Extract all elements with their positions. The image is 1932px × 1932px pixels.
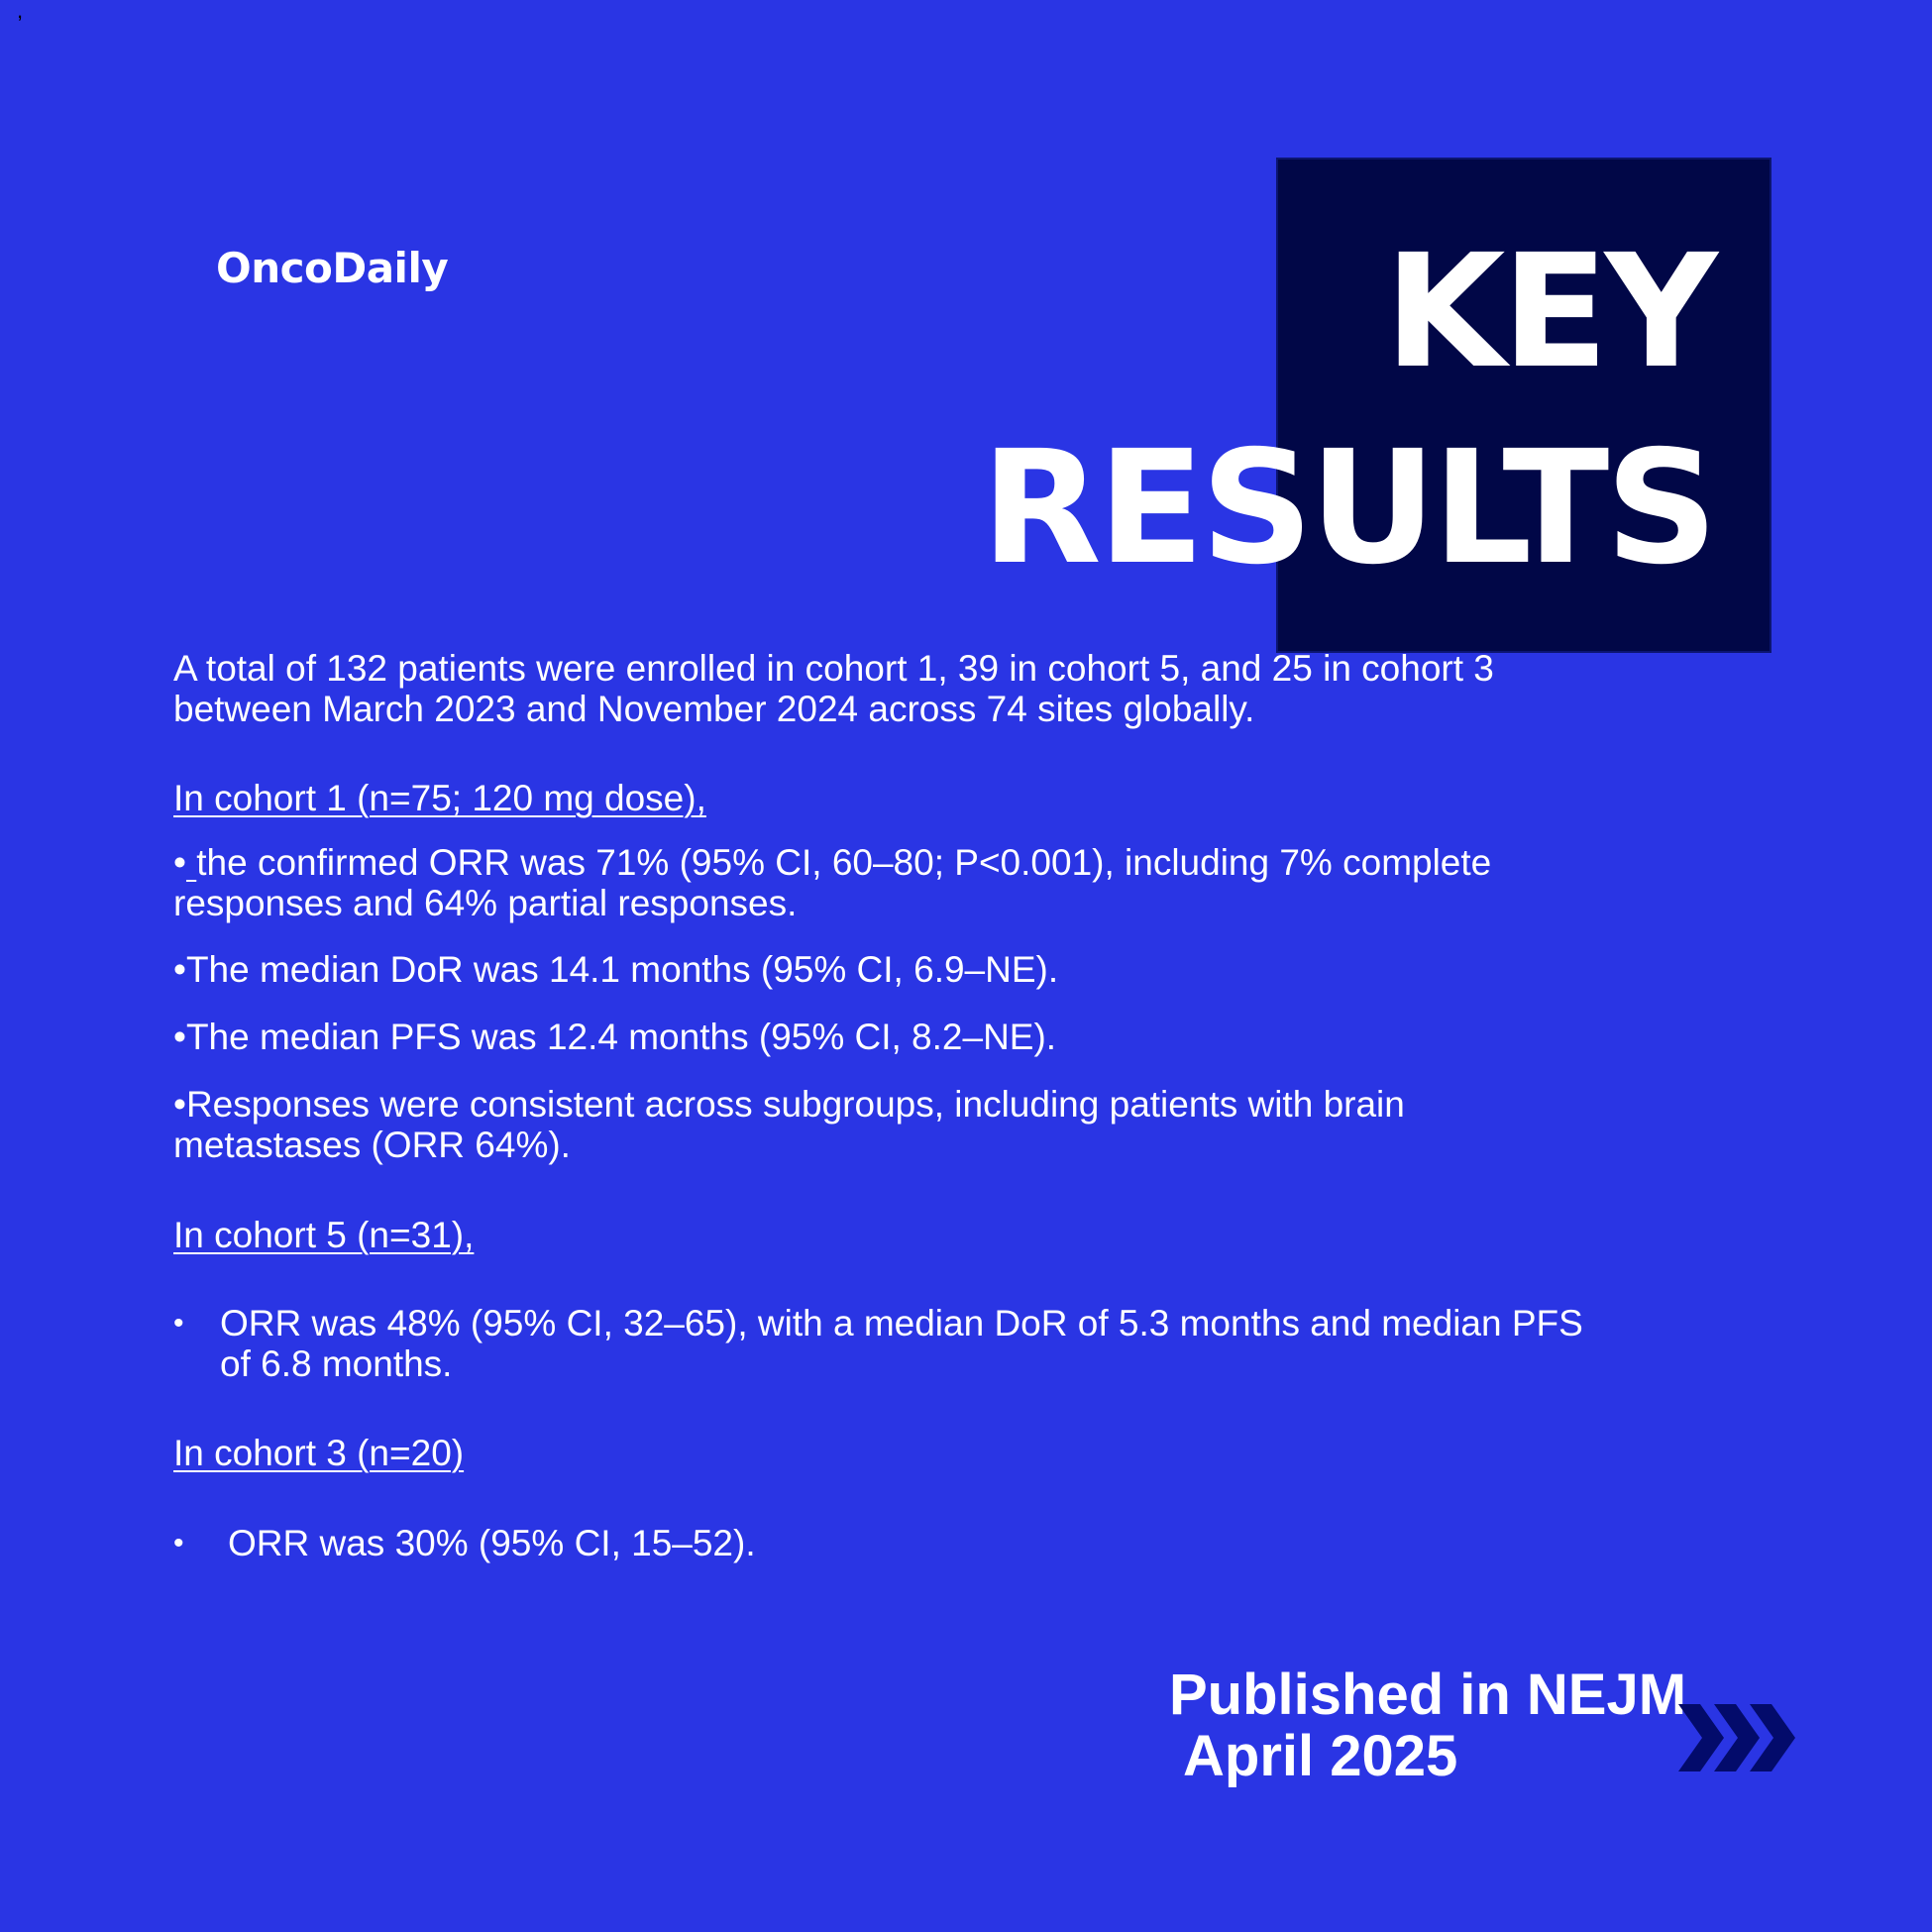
- published-line-2: April 2025: [1183, 1724, 1458, 1788]
- cohort1-heading: In cohort 1 (n=75; 120 mg dose),: [173, 778, 706, 818]
- bullet-text: the confirmed ORR was 71% (95% CI, 60–80; P<0.001), including 7% complete: [196, 842, 1492, 883]
- cohort1-bullet4-line2: metastases (ORR 64%).: [173, 1125, 571, 1165]
- title-line-1: KEY: [1384, 221, 1714, 403]
- publication-note: [1169, 1664, 1686, 1787]
- brand-logo: OncoDaily: [216, 244, 449, 292]
- cohort3-line-1: ORR was 30% (95% CI, 15–52).: [228, 1523, 756, 1563]
- title-line-2: RESULTS: [981, 417, 1714, 599]
- corner-mark: ,: [17, 0, 24, 23]
- cohort5-line-2: of 6.8 months.: [220, 1343, 453, 1384]
- intro-line-2: between March 2023 and November 2024 across 74 sites globally.: [173, 689, 1255, 729]
- cohort3-heading: In cohort 3 (n=20): [173, 1433, 465, 1473]
- cohort5-bullet-dot: •: [173, 1307, 184, 1340]
- cohort1-bullet2: •The median DoR was 14.1 months (95% CI, 6.9–NE).: [173, 949, 1059, 990]
- cohort1-bullet1-line2: responses and 64% partial responses.: [173, 883, 798, 923]
- cohort1-bullet4-line1: •Responses were consistent across subgroups, including patients with brain: [173, 1084, 1405, 1125]
- bullet-dot: •: [173, 842, 186, 883]
- published-line-1: Published in NEJM: [1169, 1663, 1687, 1727]
- intro-line-1: A total of 132 patients were enrolled in cohort 1, 39 in cohort 5, and 25 in cohort 3: [173, 648, 1494, 689]
- triple-chevron-right-icon: [1657, 1700, 1803, 1775]
- bullet-underscore: [186, 842, 196, 883]
- cohort1-bullet3: •The median PFS was 12.4 months (95% CI, 8.2–NE).: [173, 1017, 1057, 1057]
- cohort1-bullet1-line1: [173, 842, 1491, 883]
- cohort5-line-1: ORR was 48% (95% CI, 32–65), with a median DoR of 5.3 months and median PFS: [220, 1303, 1583, 1343]
- cohort5-heading: In cohort 5 (n=31),: [173, 1215, 475, 1255]
- cohort3-bullet-dot: •: [173, 1527, 184, 1559]
